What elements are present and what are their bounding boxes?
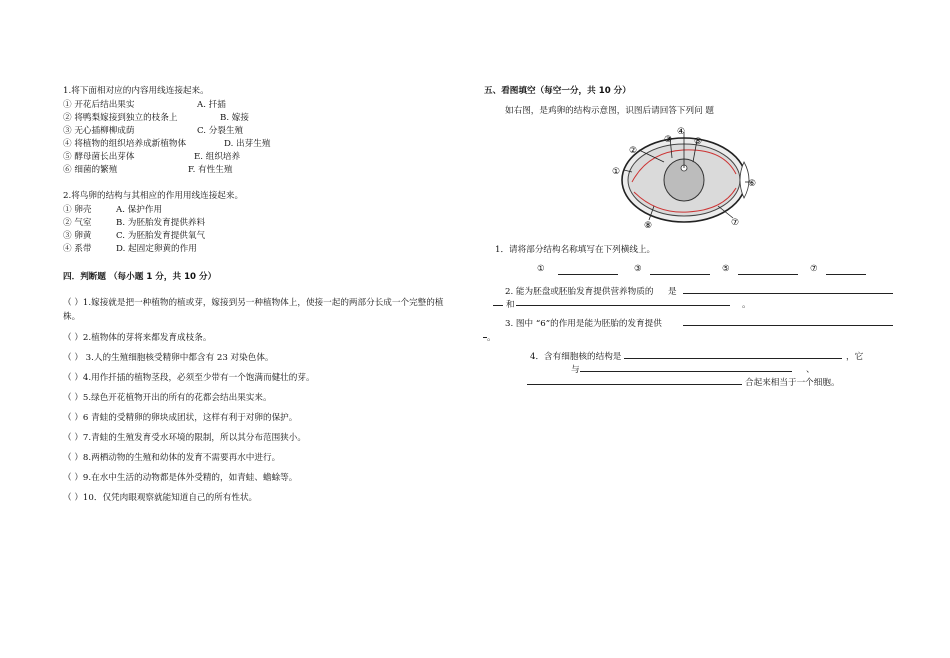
q1-left-item: ③ 无心插柳柳成荫 [63, 126, 135, 136]
q1-right-item: B. 嫁接 [220, 113, 249, 123]
true-false-item: （ ）8.两栖动物的生殖和幼体的发育不需要再水中进行。 [63, 453, 281, 463]
answer-blank-nutrient-1[interactable] [683, 293, 893, 294]
fill-q2-end: 。 [742, 300, 751, 310]
blank-label-7: ⑦ [810, 264, 818, 274]
diagram-label-4: ④ [677, 127, 686, 137]
true-false-item: （ ）6 青蛙的受精卵的卵块成团状，这样有利于对卵的保护。 [63, 413, 298, 423]
answer-blank-nutrient-2[interactable] [516, 305, 730, 306]
true-false-item: （ ）10．仅凭肉眼观察就能知道自己的所有性状。 [63, 493, 258, 503]
fill-q2-is: 是 [668, 287, 677, 297]
diagram-label-8: ⑧ [644, 221, 653, 231]
fill-q3-text: 3. 图中 “6”的作用是能为胚胎的发育提供 [505, 319, 662, 329]
true-false-item: （ ）7.青蛙的生殖发育受水环境的限制，所以其分布范围狭小。 [63, 433, 306, 443]
section-4-title: 四．判断题 （每小题 1 分，共 10 分） [63, 272, 217, 282]
answer-blank-3[interactable] [650, 274, 710, 275]
answer-blank-7[interactable] [826, 274, 866, 275]
true-false-item: （ ）9.在水中生活的动物都是体外受精的，如青蛙、蟾蜍等。 [63, 473, 298, 483]
q1-right-item: E. 组织培养 [194, 152, 241, 162]
fill-q4-with: 与 [571, 365, 580, 375]
q1-left-item: ② 将鸭梨嫁接到独立的枝条上 [63, 113, 178, 123]
blank-label-3: ③ [634, 264, 642, 274]
diagram-label-6: ⑥ [748, 179, 757, 189]
fill-q3-end: 。 [487, 333, 496, 343]
q2-right-item: D. 起固定卵黄的作用 [116, 244, 197, 254]
q2-right-item: C. 为胚胎发育提供氧气 [116, 231, 206, 241]
q2-title: 2.将鸟卵的结构与其相应的作用用线连接起来。 [63, 191, 244, 201]
true-false-item: （ ）1.嫁接就是把一种植物的植或芽，嫁接到另一种植物体上，使接一起的两部分长成一个完整的植 [63, 298, 444, 308]
fill-q1: 1．请将部分结构名称填写在下列横线上。 [495, 245, 656, 255]
true-false-item: （ ）2.植物体的芽将来都发育成枝条。 [63, 333, 212, 343]
fill-q4-text: 4．含有细胞核的结构是 [530, 352, 622, 362]
fill-q4-end: 合起来相当于一个细胞。 [745, 378, 840, 388]
diagram-label-3: ③ [664, 135, 673, 145]
q2-right-item: A. 保护作用 [116, 205, 163, 215]
true-false-item-continuation: 株。 [63, 312, 81, 322]
chicken-egg-diagram [608, 122, 768, 232]
fill-q4-it: ，它 [846, 352, 864, 362]
q2-right-item: B. 为胚胎发育提供养料 [116, 218, 206, 228]
answer-blank-cell-part-1[interactable] [580, 371, 792, 372]
answer-blank-nucleus[interactable] [624, 358, 842, 359]
q1-left-item: ① 开花后结出果实 [63, 100, 135, 110]
answer-blank-nutrient-1-wrap[interactable] [493, 305, 503, 306]
answer-blank-1[interactable] [558, 274, 618, 275]
q1-left-item: ⑤ 酵母菌长出芽体 [63, 152, 135, 162]
fill-q4-comma: 、 [806, 365, 815, 375]
q1-right-item: C. 分裂生殖 [197, 126, 244, 136]
q1-left-item: ⑥ 细菌的繁殖 [63, 165, 118, 175]
diagram-label-5: ⑤ [694, 137, 703, 147]
section-5-intro: 如右图，是鸡卵的结构示意图，识图后请回答下列问 题 [505, 106, 714, 116]
blank-label-1: ① [537, 264, 545, 274]
answer-blank-5[interactable] [738, 274, 798, 275]
q2-left-item: ① 卵壳 [63, 205, 92, 215]
blank-label-5: ⑤ [722, 264, 730, 274]
fill-q2-and: 和 [506, 300, 515, 310]
q2-left-item: ③ 卵黄 [63, 231, 92, 241]
answer-blank-cell-part-2[interactable] [527, 384, 742, 385]
q1-title: 1.将下面相对应的内容用线连接起来。 [63, 86, 209, 96]
q2-left-item: ② 气室 [63, 218, 92, 228]
diagram-label-7: ⑦ [731, 218, 740, 228]
q1-right-item: D. 出芽生殖 [224, 139, 271, 149]
q1-left-item: ④ 将植物的组织培养成新植物体 [63, 139, 187, 149]
q2-left-item: ④ 系带 [63, 244, 92, 254]
fill-q2-text: 2. 能为胚盘或胚胎发育提供营养物质的 [505, 287, 654, 297]
q1-right-item: F. 有性生殖 [188, 165, 233, 175]
q1-right-item: A. 扦插 [197, 100, 226, 110]
section-5-title: 五、看图填空（每空一分，共 10 分） [484, 86, 631, 96]
true-false-item: （ ）5.绿色开花植物开出的所有的花都会结出果实来。 [63, 393, 272, 403]
true-false-item: （ ）4.用作扦插的植物茎段，必须至少带有一个饱满而健壮的芽。 [63, 373, 315, 383]
answer-blank-oxygen[interactable] [683, 325, 893, 326]
diagram-label-2: ② [629, 146, 638, 156]
diagram-label-1: ① [612, 167, 621, 177]
true-false-item: （ ） 3.人的生殖细胞核受精卵中都含有 23 对染色体。 [63, 353, 274, 363]
